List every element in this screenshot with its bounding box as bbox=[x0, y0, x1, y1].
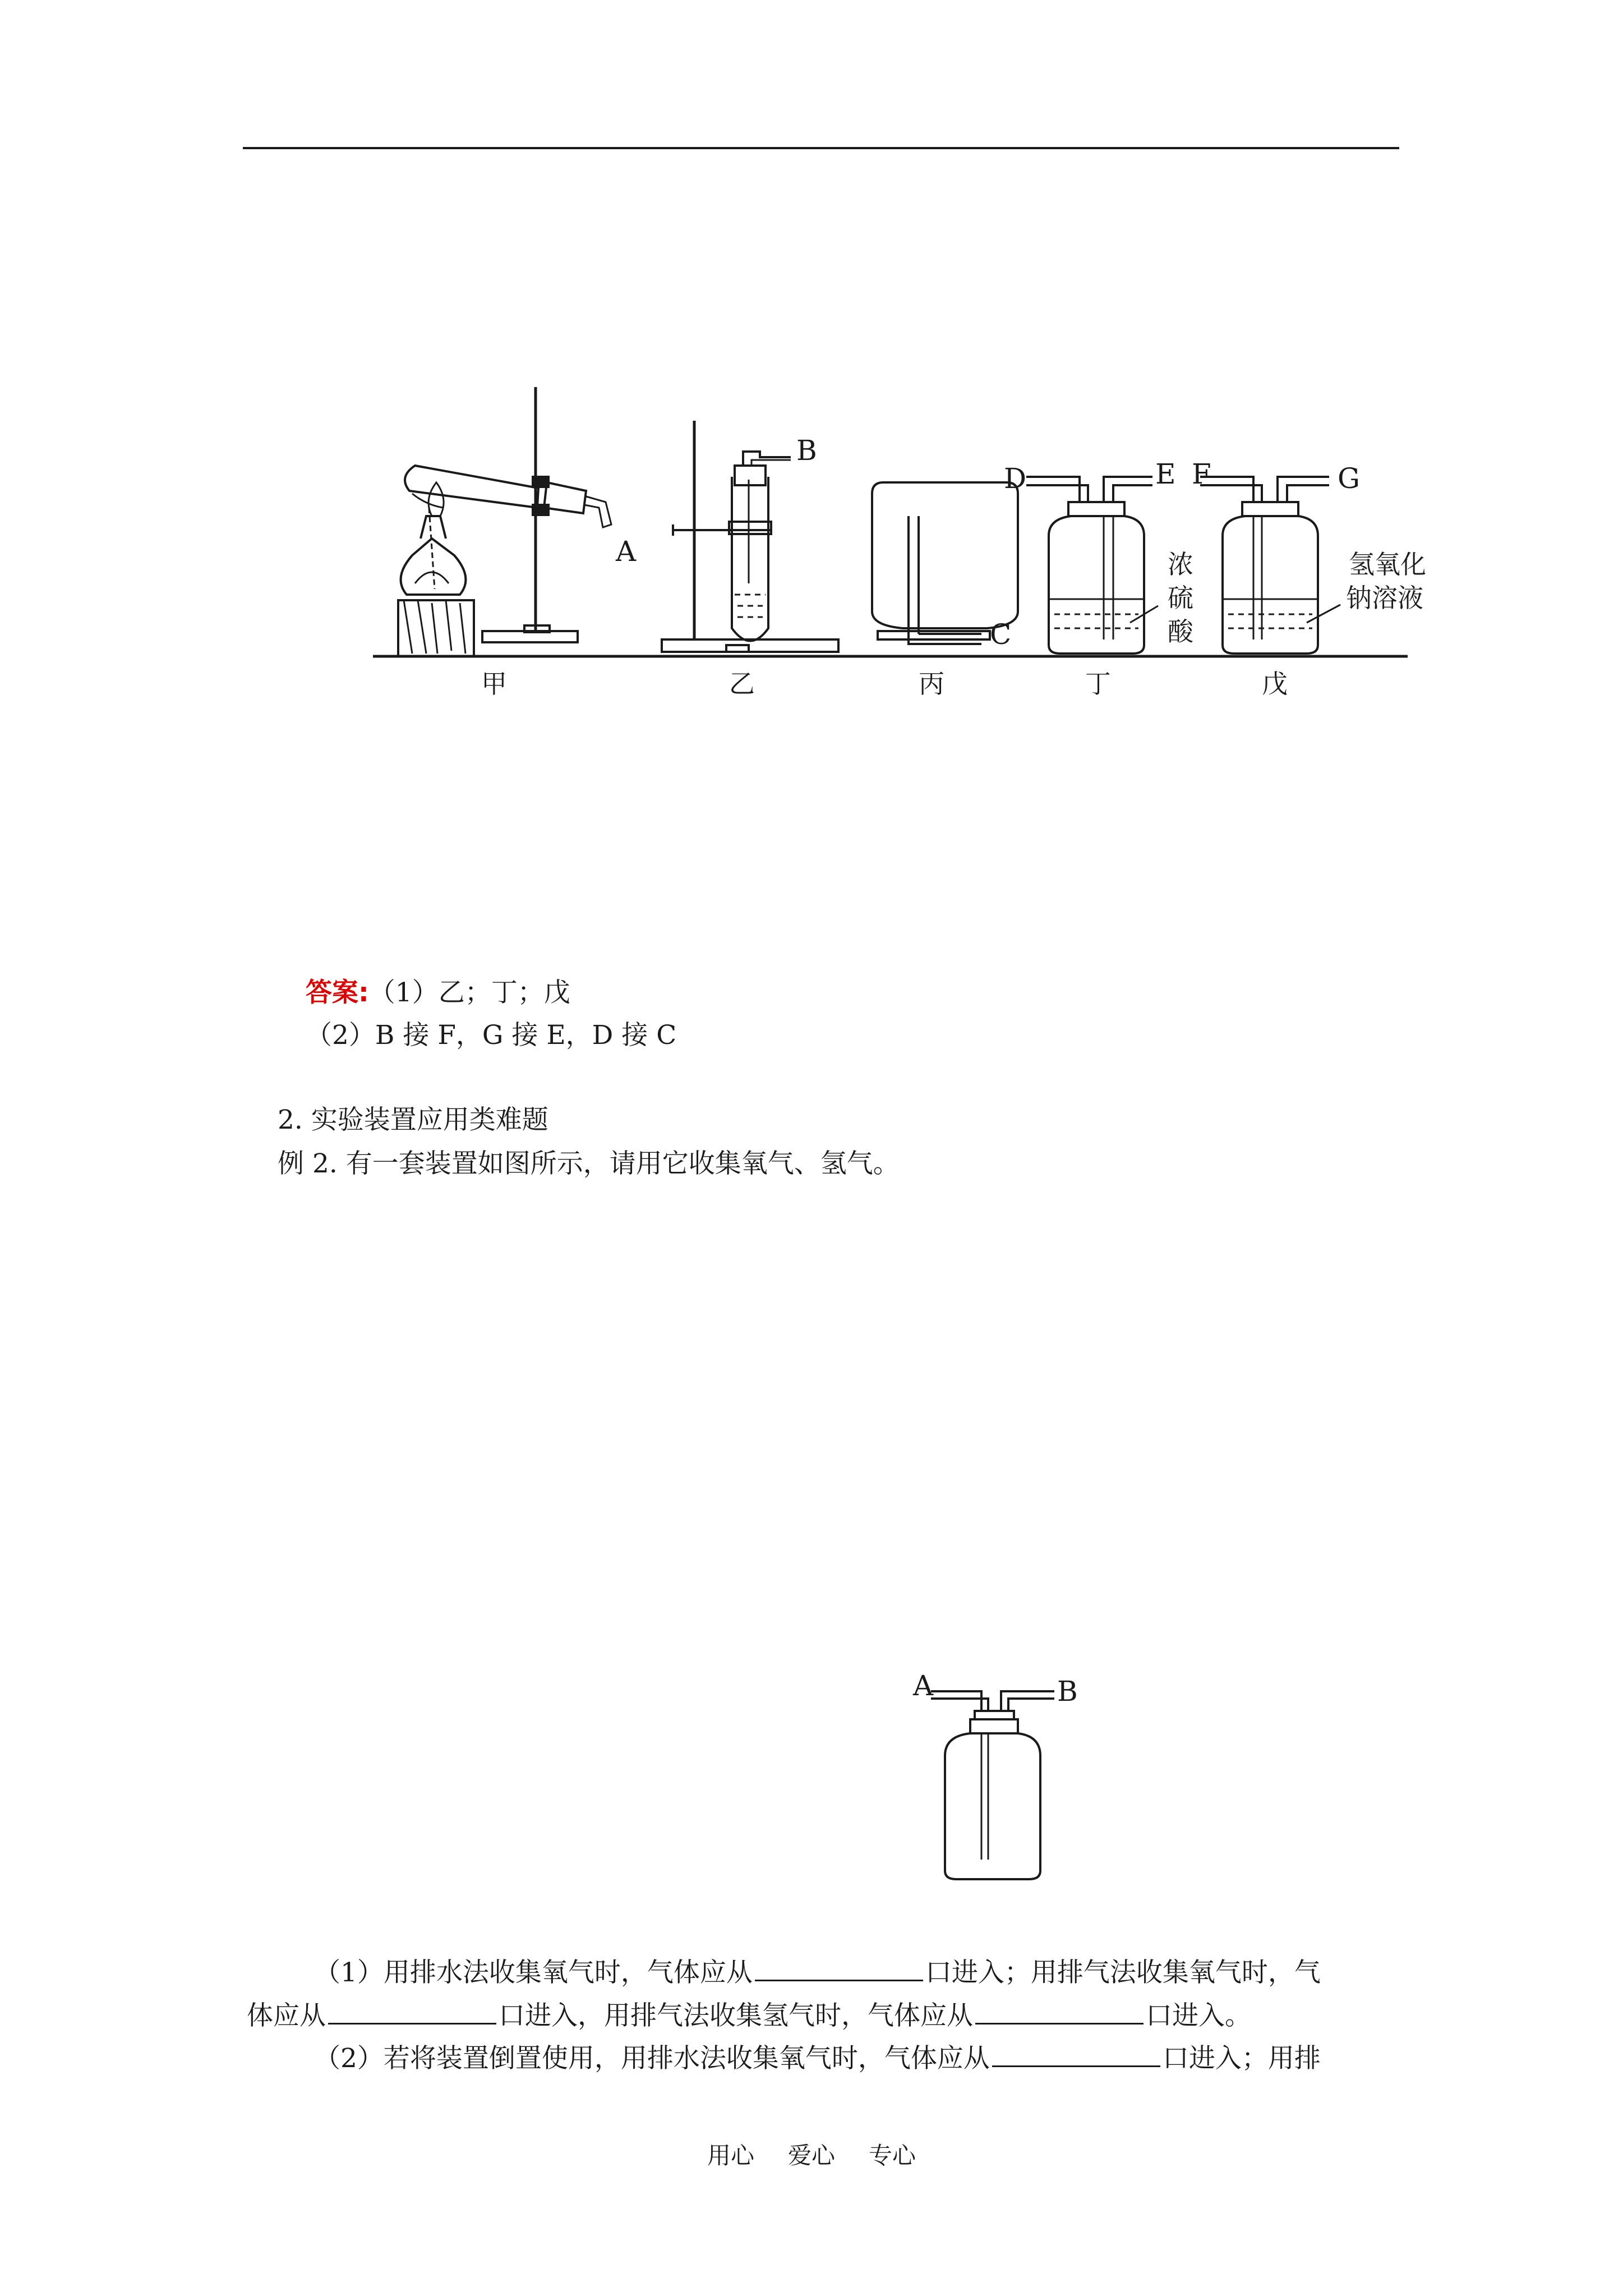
apparatus-label-yi: 乙 bbox=[729, 669, 755, 699]
port-label-f: F bbox=[1192, 458, 1211, 490]
apparatus-label-wu: 戊 bbox=[1262, 669, 1288, 699]
answer-blank-4[interactable] bbox=[992, 2041, 1160, 2067]
answer-text-1: （1）乙；丁；戊 bbox=[368, 977, 570, 1008]
question-1-line1 bbox=[314, 1955, 1321, 1990]
port-label-g: G bbox=[1338, 462, 1360, 495]
question-1-line2 bbox=[247, 1998, 1251, 2033]
answer-label: 答案: bbox=[306, 977, 369, 1008]
question-2-line1 bbox=[314, 2041, 1321, 2076]
footer-word-1: 用心 bbox=[707, 2142, 754, 2169]
answer-text-2: （2）B 接 F，G 接 E，D 接 C bbox=[306, 1020, 677, 1051]
ding-liquid-line1: 浓 bbox=[1168, 549, 1193, 579]
answer-blank-1[interactable] bbox=[755, 1955, 923, 1981]
apparatus-figure bbox=[0, 0, 1623, 729]
port-label-e: E bbox=[1155, 458, 1176, 490]
q1-part-b: 口进入；用排气法收集氧气时，气 bbox=[925, 1957, 1321, 1988]
ding-liquid-line2: 硫 bbox=[1168, 583, 1193, 613]
answer-line2 bbox=[306, 1019, 676, 1052]
gas-bottle-figure bbox=[897, 1669, 1099, 1885]
apparatus-label-jia: 甲 bbox=[481, 669, 507, 699]
port-label-b: B bbox=[796, 434, 817, 467]
ding-liquid-line3: 酸 bbox=[1168, 616, 1193, 647]
footer-word-2: 爱心 bbox=[787, 2142, 835, 2169]
q1-part-c: 体应从 bbox=[247, 2000, 326, 2031]
port-label-a: A bbox=[616, 535, 637, 568]
footer-word-3: 专心 bbox=[869, 2142, 916, 2169]
bottle-port-b: B bbox=[1057, 1675, 1078, 1708]
q1-part-a: （1）用排水法收集氧气时，气体应从 bbox=[314, 1957, 753, 1988]
wu-liquid-line1: 氢氧化 bbox=[1349, 549, 1426, 579]
apparatus-jia bbox=[398, 387, 611, 656]
q1-part-e: 口进入。 bbox=[1146, 2000, 1251, 2031]
apparatus-label-ding: 丁 bbox=[1085, 669, 1111, 699]
q2-part-b: 口进入；用排 bbox=[1162, 2043, 1321, 2074]
wu-liquid-line2: 钠溶液 bbox=[1346, 583, 1423, 613]
apparatus-wu bbox=[1200, 477, 1340, 654]
example-statement: 例 2. 有一套装置如图所示，请用它收集氧气、氢气。 bbox=[278, 1148, 900, 1179]
q1-part-d: 口进入，用排气法收集氢气时，气体应从 bbox=[499, 2000, 973, 2031]
apparatus-ding bbox=[1026, 477, 1158, 654]
answer-line1 bbox=[306, 976, 570, 1010]
answer-blank-2[interactable] bbox=[328, 1998, 496, 2024]
bottle-port-a: A bbox=[913, 1669, 934, 1702]
port-label-d: D bbox=[1004, 462, 1027, 495]
apparatus-label-bing: 丙 bbox=[919, 669, 944, 699]
port-label-c: C bbox=[990, 618, 1012, 651]
answer-blank-3[interactable] bbox=[975, 1998, 1144, 2024]
q2-part-a: （2）若将装置倒置使用，用排水法收集氧气时，气体应从 bbox=[314, 2043, 990, 2074]
section-heading: 2. 实验装置应用类难题 bbox=[278, 1105, 548, 1135]
page-footer bbox=[0, 2137, 1623, 2171]
